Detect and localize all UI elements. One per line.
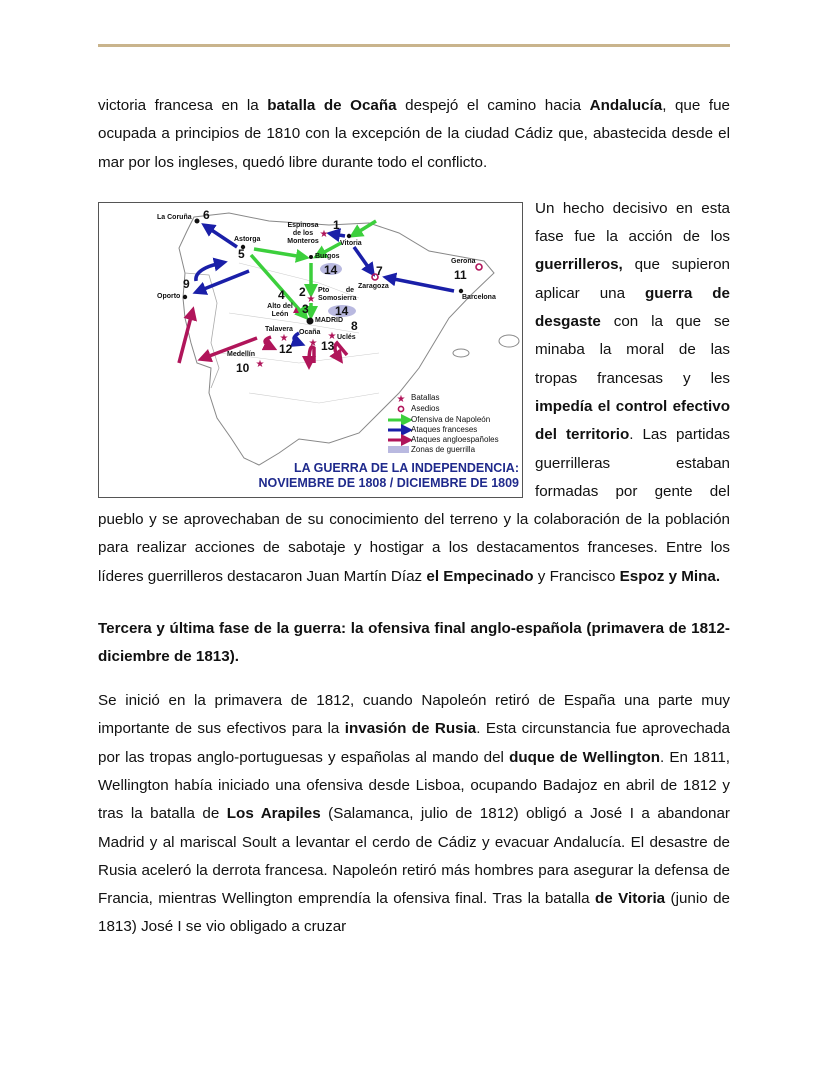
text-run: . Las partidas guerrilleras estaban formadas por gente del pueblo y se aprovechaban de su conocimiento del terreno y la colaboración de la población para realizar acciones de sabotaje y hostigar a los destacamentos franceses. Entre los líderes guerrilleros destacaron Juan Martín Díaz <box>98 426 730 585</box>
section-heading: Tercera y última fase de la guerra: la ofensiva final anglo-española (primavera de 1812-diciembre de 1813). <box>98 620 730 666</box>
place-label: Burgos <box>315 252 340 260</box>
bold-text: guerra de desgaste <box>535 284 730 331</box>
legend-label: Zonas de guerrilla <box>411 444 476 454</box>
place-label: Oporto <box>157 292 181 300</box>
place-label: MADRID <box>315 316 343 324</box>
place-label: La Coruña <box>157 213 192 221</box>
battle-icon: ★ <box>255 358 265 370</box>
bold-text: el Empecinado <box>426 567 534 585</box>
map-number: 6 <box>203 207 210 222</box>
place-label: Espinosa de los Monteros <box>287 221 319 245</box>
legend-siege-icon <box>398 406 403 411</box>
place-label: Gerona <box>451 257 476 265</box>
map-number: 1 <box>333 217 340 232</box>
text-run: (junio de 1813) José I se vio obligado a cruzar <box>98 890 730 936</box>
place-label: Astorga <box>234 235 261 243</box>
text-run: y Francisco <box>533 567 620 585</box>
place-label: Pto de Somosierra <box>318 286 357 302</box>
header-rule <box>98 44 730 47</box>
map-title-line-1: LA GUERRA DE LA INDEPENDENCIA: <box>293 460 519 475</box>
battle-icon: ★ <box>306 293 316 305</box>
map-number: 13 <box>321 338 335 353</box>
map-number: 8 <box>351 318 358 333</box>
battle-icon: ★ <box>279 332 289 344</box>
text-run: despejó el camino hacia <box>396 97 590 114</box>
map-figure <box>98 202 523 498</box>
text-run: que supieron aplicar una <box>535 256 730 302</box>
map-title-line-2: NOVIEMBRE DE 1808 / DICIEMBRE DE 1809 <box>258 475 519 490</box>
place-label: Talavera <box>265 325 293 333</box>
text-run: , que fue ocupada a principios de 1810 con la excepción de la ciudad Cádiz que, abastecida desde el mar por los ingleses, quedó libre durante todo el conflicto. <box>98 97 730 171</box>
bold-text: Espoz y Mina. <box>619 567 721 585</box>
map-number: 3 <box>302 301 309 316</box>
battle-icon: ★ <box>327 330 337 342</box>
place-label: Medellín <box>227 350 256 358</box>
bold-text: impedía el control efectivo del territorio <box>535 397 730 444</box>
map-number: 9 <box>183 276 190 291</box>
map-number: 7 <box>376 263 383 278</box>
place-label: Vitoria <box>340 239 362 247</box>
map-number: 11 <box>454 267 467 282</box>
legend-battle-icon: ★ <box>396 393 406 405</box>
text-run: con la que se minaba la moral de las tropas francesas y les <box>535 313 730 387</box>
map-number: 5 <box>238 246 245 261</box>
document-body <box>98 92 730 960</box>
map-number: 12 <box>279 341 293 356</box>
map-number: 14 <box>335 303 349 318</box>
paragraph-1 <box>98 92 730 177</box>
legend-label: Asedios <box>411 403 440 413</box>
text-run: . Esta circunstancia fue aprovechada por las tropas anglo-portuguesas y españolas al mando del <box>98 720 730 766</box>
battle-icon: ★ <box>308 337 318 349</box>
bold-text: duque de Wellington <box>509 748 661 766</box>
legend-label: Ataques angloespañoles <box>411 434 499 444</box>
place-label: Uclés <box>337 333 356 341</box>
bold-text: invasión de Rusia <box>344 720 477 738</box>
legend-label: Ataques franceses <box>411 424 478 434</box>
paragraph-3 <box>98 687 730 942</box>
text-run: Se inició en la primavera de 1812, cuando Napoleón retiró de España una parte muy importante de sus efectivos para la <box>98 692 730 738</box>
bold-text: Los Arapiles <box>226 805 321 823</box>
map-number: 14 <box>324 262 338 277</box>
bold-text: Andalucía <box>589 97 663 114</box>
map-number: 4 <box>278 287 285 302</box>
french-arrow <box>333 234 345 236</box>
bold-text: de Vitoria <box>595 890 666 908</box>
battle-icon: ★ <box>319 228 329 240</box>
place-label: Barcelona <box>462 293 496 301</box>
place-label: Ocaña <box>299 328 321 336</box>
map-number: 10 <box>236 360 250 375</box>
legend-label: Batallas <box>411 392 440 402</box>
text-run: victoria francesa en la <box>98 97 268 114</box>
place-label: Alto del León <box>267 302 293 318</box>
legend-guerrilla-swatch <box>388 446 409 453</box>
bold-text: batalla de Ocaña <box>267 97 397 114</box>
place-label: Zaragoza <box>358 282 389 290</box>
text-run: (Salamanca, julio de 1812) obligó a José I a abandonar Madrid y al mariscal Soult a levantar el cerdo de Cádiz y evacuar Andalucía. El desastre de Rusia aceleró la derrota francesa. Napoleón retiró más hombres para asegurar la defensa de Francia, mientras Wellington emprendía la ofensiva final. Tras la batalla <box>98 805 730 908</box>
map-number: 2 <box>299 284 306 299</box>
legend-label: Ofensiva de Napoleón <box>411 414 491 424</box>
text-run: Un hecho decisivo en esta fase fue la acción de los <box>535 199 730 246</box>
text-run: . En 1811, Wellington había iniciado una ofensiva desde Lisboa, ocupando Badajoz en abril de 1812 y tras la batalla de <box>98 748 730 823</box>
bold-text: guerrilleros, <box>535 256 623 274</box>
